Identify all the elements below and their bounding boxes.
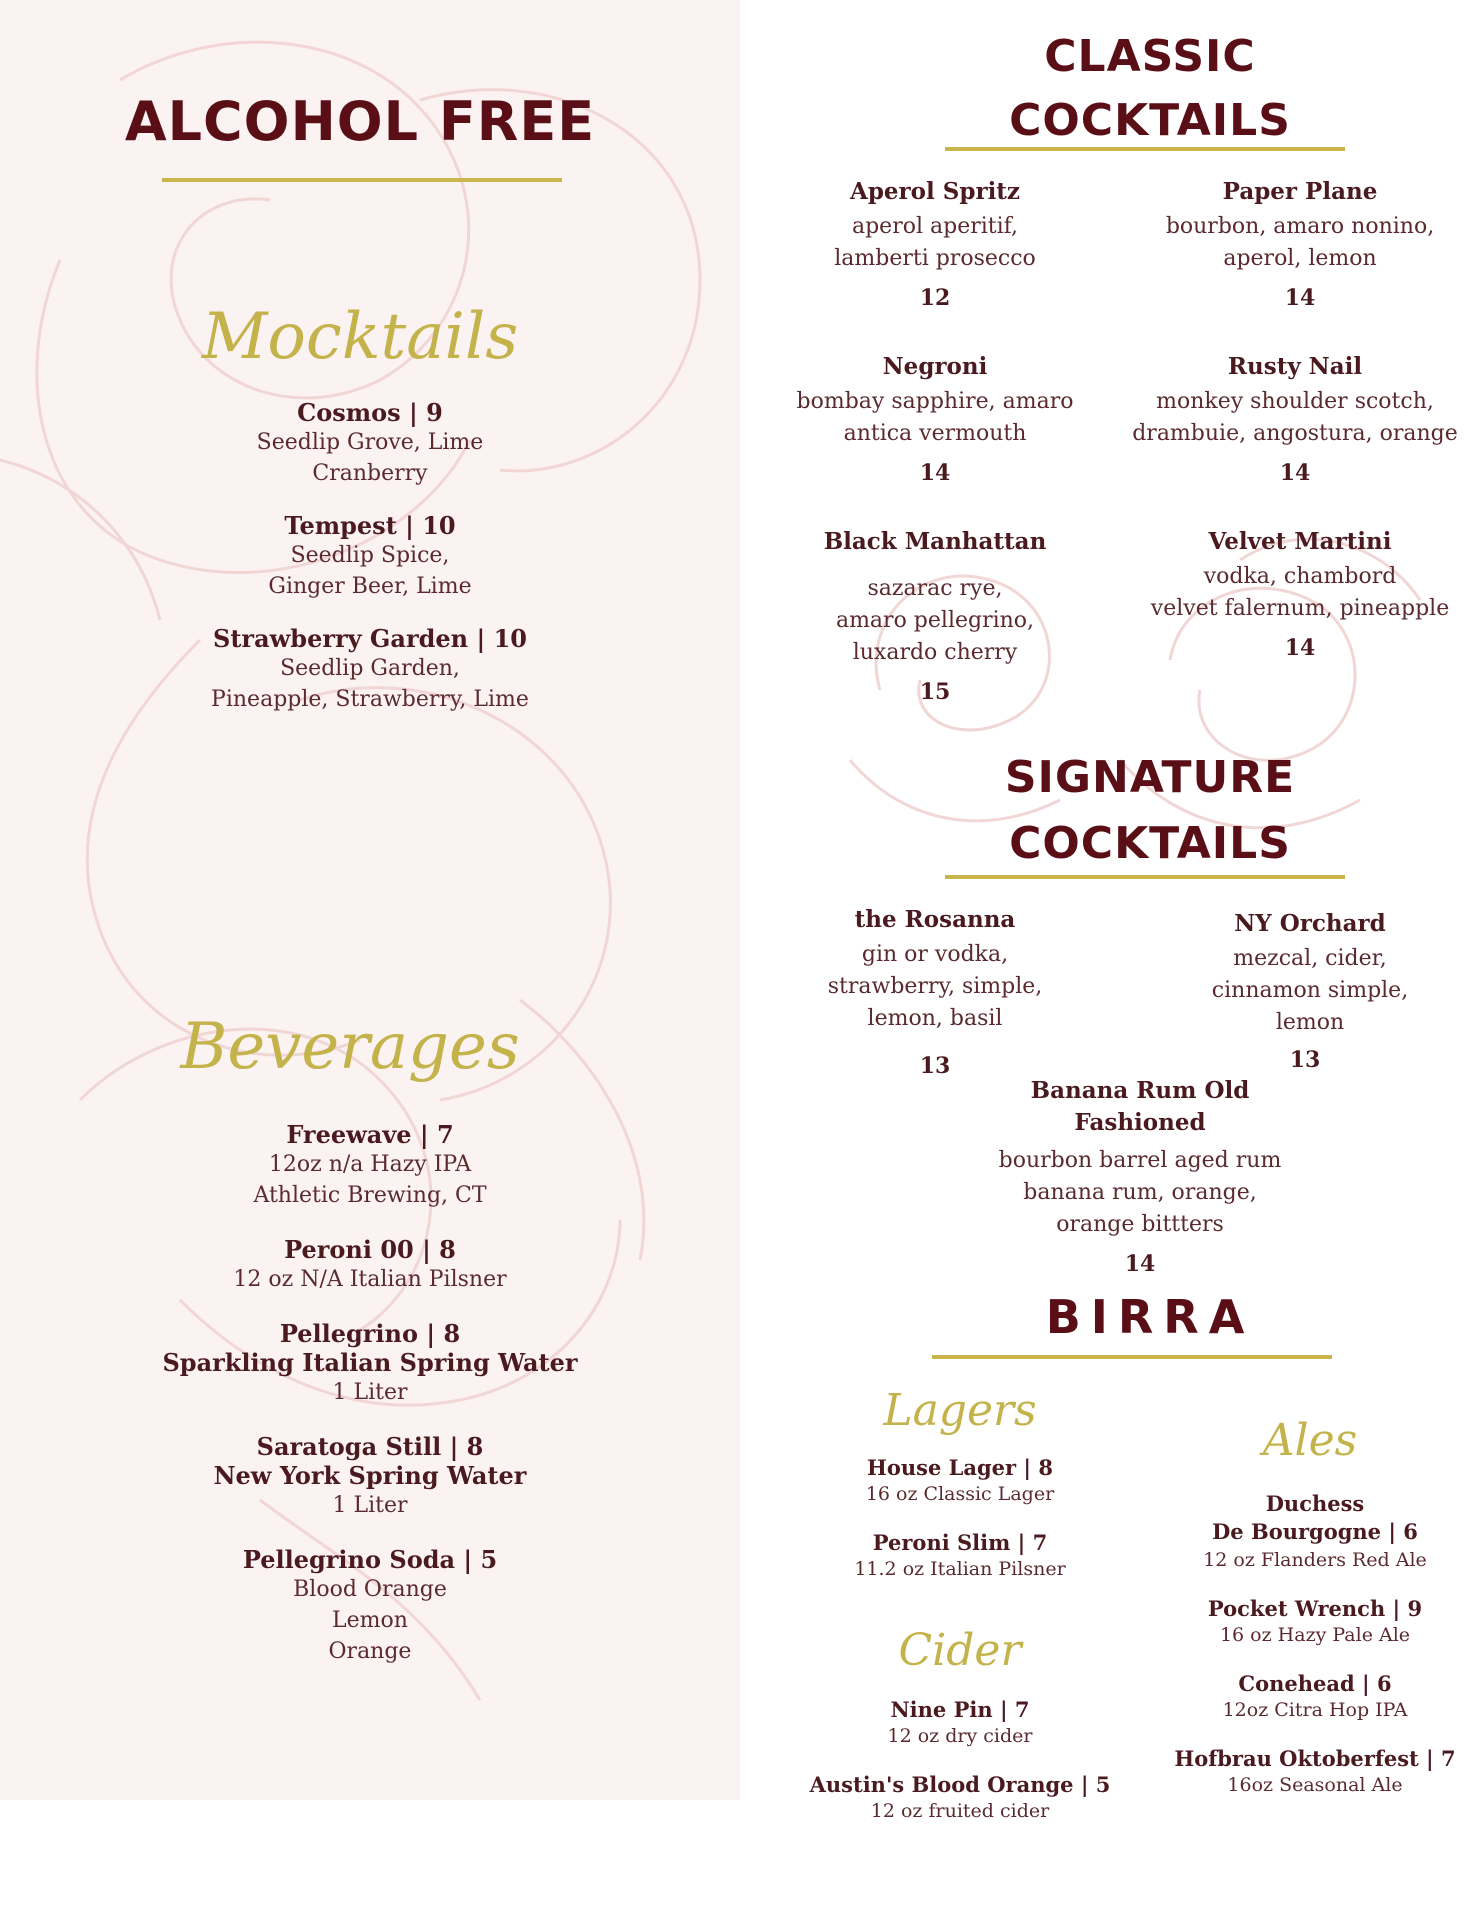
cocktail-description: velvet falernum, pineapple — [1150, 596, 1450, 621]
signature-title-line: COCKTAILS — [1009, 818, 1291, 869]
item-description: Lemon — [332, 1608, 408, 1633]
cocktail-item — [960, 1075, 1320, 1277]
list-item — [120, 624, 620, 715]
alcohol-free-divider — [162, 178, 562, 182]
list-item — [110, 1319, 630, 1408]
mocktails-title: Mocktails — [201, 300, 519, 374]
item-name: Tempest | 10 — [284, 511, 456, 540]
cocktail-name: Black Manhattan — [823, 528, 1047, 555]
item-name: Conehead | 6 — [1238, 1671, 1392, 1696]
cocktail-price: 14 — [1279, 460, 1311, 486]
cocktail-description: lemon — [1275, 1010, 1345, 1035]
birra-title: BIRRA — [1045, 1290, 1255, 1344]
list-item — [790, 1772, 1130, 1825]
item-description: 12 oz fruited cider — [870, 1800, 1050, 1822]
item-description: 16 oz Hazy Pale Ale — [1219, 1624, 1411, 1646]
item-description: Seedlip Garden, — [280, 656, 460, 681]
item-description: 12 oz N/A Italian Pilsner — [233, 1267, 507, 1292]
item-name: Saratoga Still | 8 — [256, 1432, 484, 1461]
cider-title: Cider — [898, 1625, 1022, 1676]
cocktail-name: Paper Plane — [1222, 178, 1378, 205]
list-item — [110, 1235, 630, 1295]
item-name: Austin's Blood Orange | 5 — [809, 1772, 1111, 1797]
item-name: Duchess — [1265, 1491, 1365, 1516]
list-item — [790, 1697, 1130, 1750]
signature-divider — [945, 875, 1345, 879]
cocktail-name: Banana Rum Old — [1030, 1077, 1250, 1104]
item-name: Sparkling Italian Spring Water — [162, 1348, 578, 1377]
cocktail-description: banana rum, orange, — [1023, 1180, 1257, 1205]
cocktail-description: vodka, chambord — [1203, 564, 1397, 589]
item-name: Pocket Wrench | 9 — [1207, 1596, 1423, 1621]
cocktail-item — [1160, 910, 1460, 1073]
ales-title: Ales — [1262, 1415, 1358, 1466]
cocktail-price: 14 — [919, 460, 951, 486]
item-name: De Bourgogne | 6 — [1212, 1519, 1418, 1544]
list-item — [110, 1545, 630, 1667]
item-description: Seedlip Spice, — [290, 543, 450, 568]
list-item — [800, 1530, 1120, 1583]
cocktail-name: Aperol Spritz — [850, 178, 1020, 205]
cocktail-name: NY Orchard — [1234, 910, 1386, 937]
item-description: Pineapple, Strawberry, Lime — [211, 687, 529, 712]
cocktail-description: sazarac rye, — [867, 576, 1003, 601]
list-item — [800, 1455, 1120, 1508]
cocktail-item — [790, 906, 1080, 1079]
birra-divider — [932, 1355, 1332, 1359]
cocktail-item — [780, 528, 1090, 705]
cocktail-description: lemon, basil — [867, 1006, 1003, 1031]
item-description: Orange — [328, 1639, 412, 1664]
cocktail-name: Negroni — [882, 353, 988, 380]
cocktail-description: bourbon, amaro nonino, — [1165, 214, 1435, 239]
cocktail-description: mezcal, cider, — [1233, 946, 1387, 971]
alcohol-free-title: ALCOHOL FREE — [124, 90, 596, 153]
item-description: 11.2 oz Italian Pilsner — [854, 1558, 1066, 1580]
cocktail-item — [1120, 178, 1480, 311]
cocktail-name: Fashioned — [1074, 1109, 1206, 1136]
cocktail-description: amaro pellegrino, — [835, 608, 1035, 633]
lagers-title: Lagers — [883, 1385, 1037, 1436]
item-name: Peroni Slim | 7 — [872, 1530, 1048, 1555]
cocktail-description: antica vermouth — [843, 421, 1027, 446]
cocktail-description: gin or vodka, — [861, 942, 1009, 967]
cocktail-item — [770, 353, 1100, 486]
ales-list — [1150, 1490, 1480, 1799]
item-description: 1 Liter — [332, 1380, 408, 1405]
list-item — [1150, 1596, 1480, 1649]
cocktail-description: bombay sapphire, amaro — [796, 389, 1074, 414]
classic-cocktails-title — [850, 25, 1450, 153]
cocktail-item — [1120, 528, 1480, 661]
classic-title-line: CLASSIC — [1044, 31, 1256, 82]
cocktail-description: bourbon barrel aged rum — [998, 1148, 1282, 1173]
item-description: 12 oz dry cider — [887, 1725, 1033, 1747]
cocktail-price: 12 — [919, 285, 951, 311]
item-description: Seedlip Grove, Lime — [256, 430, 484, 455]
cocktail-description: orange bittters — [1056, 1212, 1224, 1237]
item-description: 16oz Seasonal Ale — [1227, 1774, 1403, 1796]
cocktail-description: strawberry, simple, — [827, 974, 1043, 999]
cocktail-price: 13 — [1289, 1047, 1321, 1073]
item-description: 1 Liter — [332, 1493, 408, 1518]
cocktail-price: 14 — [1284, 635, 1316, 661]
cocktail-description: cinnamon simple, — [1211, 978, 1409, 1003]
classic-title-line: COCKTAILS — [1009, 95, 1291, 146]
cocktail-description: monkey shoulder scotch, — [1156, 389, 1434, 414]
cocktail-price: 15 — [919, 679, 951, 705]
item-description: Ginger Beer, Lime — [268, 574, 472, 599]
cocktail-price: 14 — [1284, 285, 1316, 311]
cocktail-item — [1110, 353, 1480, 486]
item-name: Peroni 00 | 8 — [284, 1235, 456, 1264]
item-name: Nine Pin | 7 — [890, 1697, 1030, 1722]
lagers-list — [800, 1455, 1120, 1583]
beverages-list — [110, 1120, 630, 1667]
classic-divider — [945, 147, 1345, 151]
signature-title-line: SIGNATURE — [1004, 752, 1296, 803]
cocktail-item — [780, 178, 1090, 311]
item-description: 12oz Citra Hop IPA — [1222, 1699, 1408, 1721]
item-name: Pellegrino Soda | 5 — [242, 1545, 498, 1574]
beverages-title: Beverages — [180, 1010, 520, 1084]
mocktails-list — [120, 398, 620, 715]
item-description: 12oz n/a Hazy IPA — [268, 1152, 472, 1177]
cider-list — [790, 1697, 1130, 1825]
cocktail-name: the Rosanna — [854, 906, 1016, 933]
item-name: Strawberry Garden | 10 — [213, 624, 527, 653]
item-description: 12 oz Flanders Red Ale — [1203, 1549, 1427, 1571]
cocktail-price: 14 — [1124, 1251, 1156, 1277]
signature-cocktails-title — [850, 745, 1450, 877]
item-description: Blood Orange — [293, 1577, 447, 1602]
cocktail-description: luxardo cherry — [852, 640, 1018, 665]
list-item — [110, 1120, 630, 1211]
item-name: New York Spring Water — [213, 1461, 527, 1490]
list-item — [1150, 1490, 1480, 1574]
item-name: Freewave | 7 — [286, 1120, 454, 1149]
cocktail-description: aperol, lemon — [1223, 246, 1377, 271]
list-item — [120, 511, 620, 602]
item-name: Cosmos | 9 — [297, 398, 443, 427]
cocktail-name: Velvet Martini — [1208, 528, 1392, 555]
item-name: House Lager | 8 — [867, 1455, 1053, 1480]
list-item — [1150, 1671, 1480, 1724]
cocktail-description: aperol aperitif, — [851, 214, 1018, 239]
list-item — [120, 398, 620, 489]
item-description: 16 oz Classic Lager — [865, 1483, 1055, 1505]
cocktail-name: Rusty Nail — [1227, 353, 1363, 380]
item-name: Pellegrino | 8 — [279, 1319, 461, 1348]
item-description: Cranberry — [312, 461, 428, 486]
item-name: Hofbrau Oktoberfest | 7 — [1174, 1746, 1456, 1771]
cocktail-description: drambuie, angostura, orange — [1132, 421, 1458, 446]
cocktail-description: lamberti prosecco — [834, 246, 1036, 271]
list-item — [110, 1432, 630, 1521]
item-description: Athletic Brewing, CT — [253, 1183, 487, 1208]
cocktail-price: 13 — [919, 1053, 951, 1079]
list-item — [1150, 1746, 1480, 1799]
